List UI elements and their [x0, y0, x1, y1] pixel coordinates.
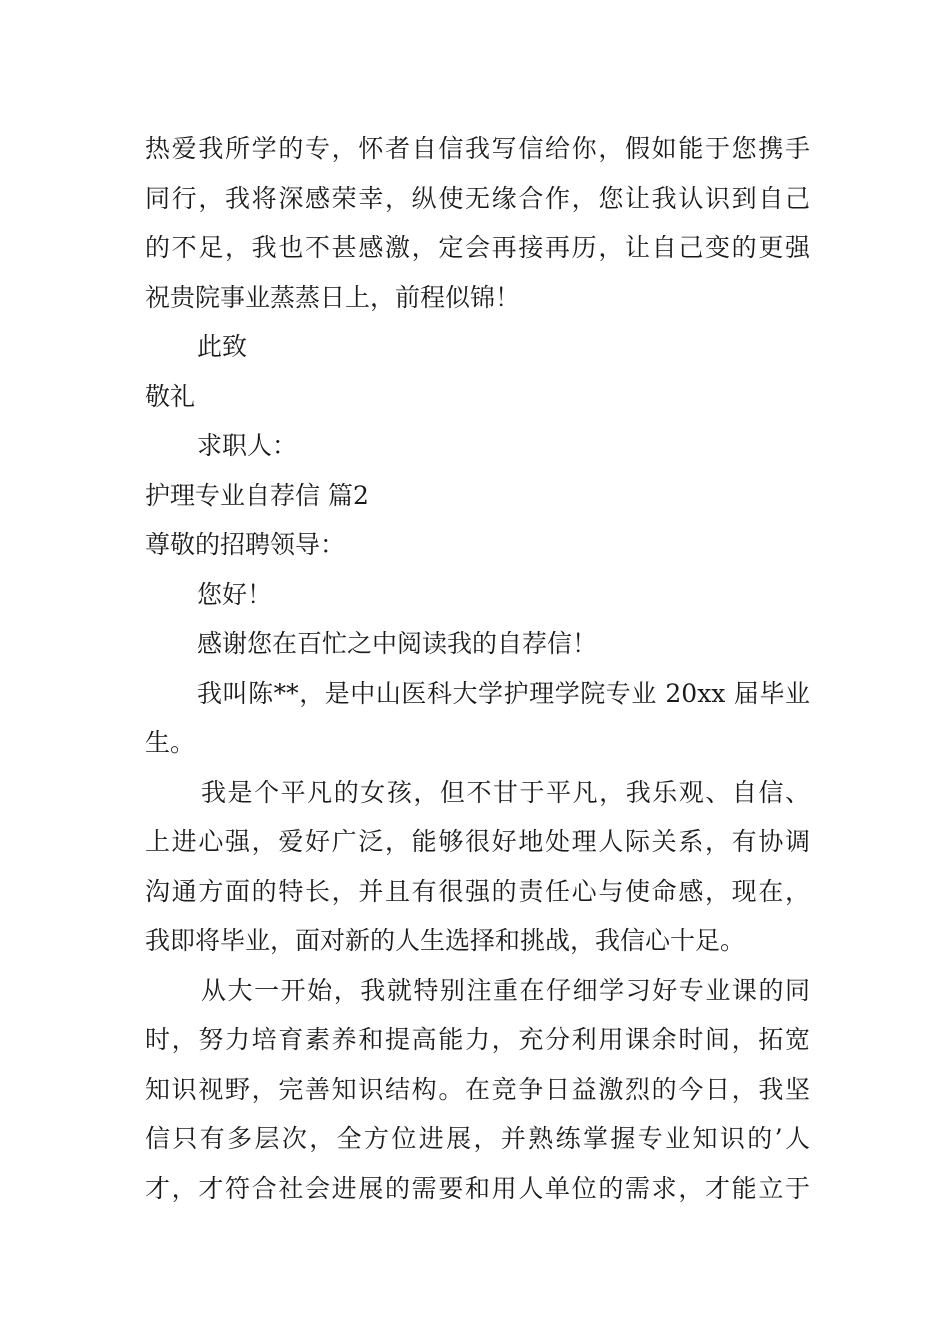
para2-line-3: 知识视野，完善知识结构。在竞争日益激烈的今日，我坚	[145, 1074, 810, 1104]
para2-line-2: 时，努力培育素养和提高能力，充分利用课余时间，拓宽	[145, 1025, 810, 1054]
para1-line-2: 上进心强，爱好广泛，能够很好地处理人际关系，有协调	[145, 827, 810, 856]
para1-line-4: 我即将毕业，面对新的人生选择和挑战，我信心十足。	[145, 926, 746, 955]
document-body	[145, 124, 810, 1213]
closing-salutation: 此致	[197, 332, 248, 361]
applicant-signature-label: 求职人：	[197, 431, 298, 460]
para1-line-1: 我是个平凡的女孩，但不甘于平凡，我乐观、自信、	[201, 777, 810, 807]
text-line-2: 同行，我将深感荣幸，纵使无缘合作，您让我认识到自己	[145, 183, 810, 213]
intro-line-2: 生。	[145, 728, 196, 757]
text-line-3: 的不足，我也不甚感激，定会再接再历，让自己变的更强	[145, 233, 810, 262]
para2-line-4: 信只有多层次，全方位进展，并熟练掌握专业知识的’人	[145, 1124, 810, 1153]
para2-line-1: 从大一开始，我就特别注重在仔细学习好专业课的同	[201, 975, 810, 1005]
text-line-1: 热爱我所学的专，怀者自信我写信给你，假如能于您携手	[145, 134, 810, 163]
thanks-line: 感谢您在百忙之中阅读我的自荐信！	[197, 629, 598, 658]
closing-regards: 敬礼	[145, 381, 196, 411]
intro-line-1: 我叫陈**，是中山医科大学护理学院专业 20xx 届毕业	[197, 678, 810, 708]
para1-line-3: 沟通方面的特长，并且有很强的责任心与使命感，现在，	[145, 876, 810, 906]
greeting-recipient: 尊敬的招聘领导：	[145, 530, 346, 559]
para2-line-5: 才，才符合社会进展的需要和用人单位的需求，才能立于	[145, 1173, 810, 1203]
section-title: 护理专业自荐信 篇2	[145, 480, 369, 510]
text-line-4: 祝贵院事业蒸蒸日上，前程似锦！	[145, 282, 521, 312]
greeting-hello: 您好！	[197, 579, 273, 609]
